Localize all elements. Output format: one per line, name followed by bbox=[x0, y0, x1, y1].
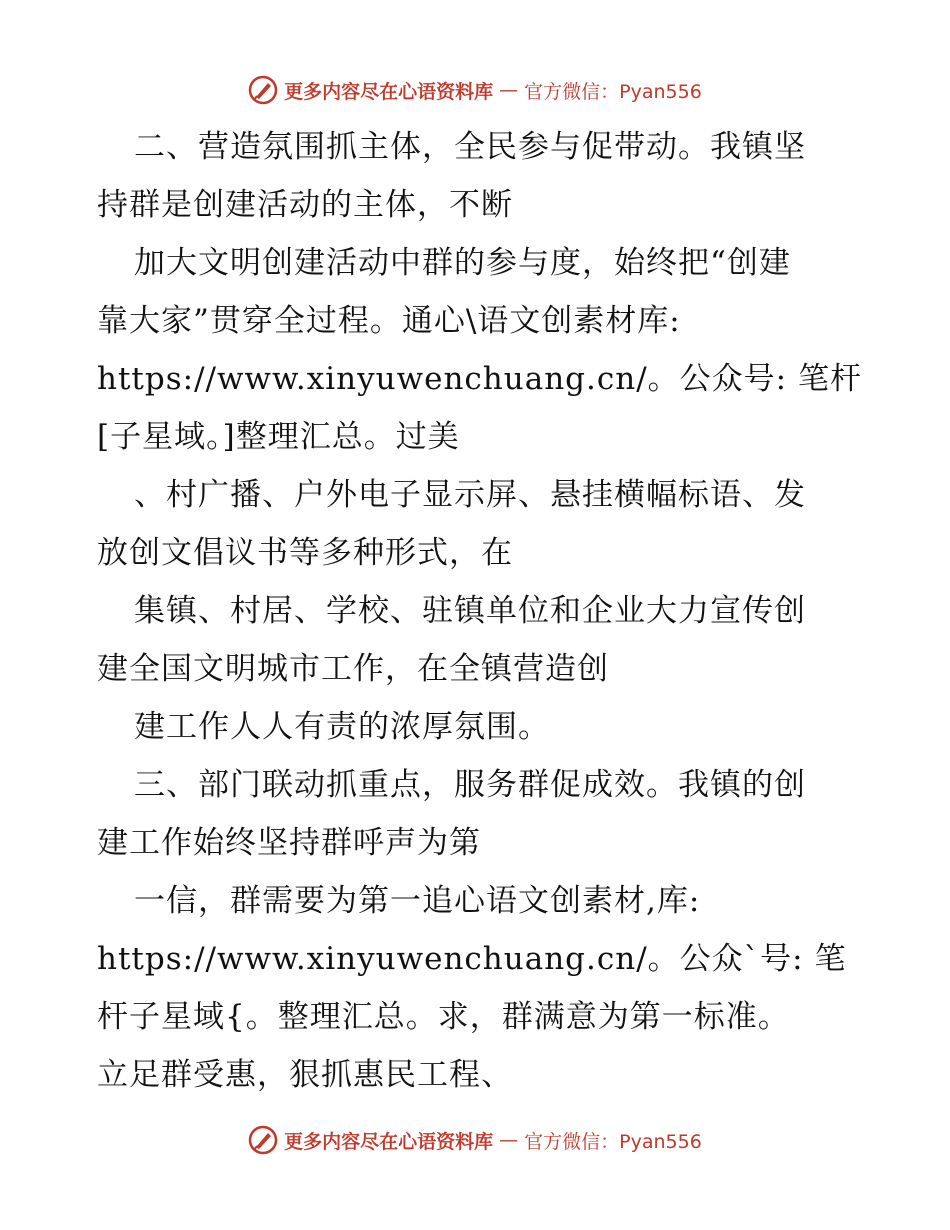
banner-wechat: 官方微信：Pyan556 bbox=[524, 1130, 702, 1153]
body-line: 立足群受惠，狠抓惠民工程、 bbox=[97, 1057, 513, 1093]
banner-text: 更多内容尽在心语资料库 bbox=[284, 1130, 494, 1153]
banner-separator: — bbox=[499, 79, 519, 101]
banner-separator: — bbox=[499, 1129, 519, 1151]
body-line: 、村广播、户外电子显示屏、悬挂横幅标语、发 bbox=[134, 477, 806, 513]
footer-banner bbox=[0, 1120, 950, 1160]
quill-logo-icon bbox=[248, 75, 278, 105]
body-line: 持群是创建活动的主体，不断 bbox=[97, 187, 513, 223]
body-line: 一信，群需要为第一追心语文创素材,库: bbox=[134, 883, 701, 919]
body-line: 建全国文明城市工作，在全镇营造创 bbox=[97, 651, 609, 687]
body-line: 靠大家”贯穿全过程。通心\语文创素材库: bbox=[97, 303, 681, 339]
body-line: 放创文倡议书等多种形式，在 bbox=[97, 535, 513, 571]
body-line: 建工作始终坚持群呼声为第 bbox=[97, 825, 481, 861]
banner-text: 更多内容尽在心语资料库 bbox=[284, 80, 494, 103]
body-line: 二、营造氛围抓主体，全民参与促带动。我镇坚 bbox=[134, 129, 806, 165]
header-banner bbox=[0, 70, 950, 110]
banner-wechat: 官方微信：Pyan556 bbox=[524, 80, 702, 103]
body-line: 加大文明创建活动中群的参与度，始终把“创建 bbox=[134, 245, 791, 281]
body-line: https://www.xinyuwenchuang.cn/。公众号: 笔杆 bbox=[97, 361, 862, 397]
body-line: 集镇、村居、学校、驻镇单位和企业大力宣传创 bbox=[134, 593, 806, 629]
document-body bbox=[97, 118, 862, 1104]
body-line: [子星域。]整理汇总。过美 bbox=[97, 419, 460, 455]
body-line: 三、部门联动抓重点，服务群促成效。我镇的创 bbox=[134, 767, 806, 803]
body-line: 建工作人人有责的浓厚氛围。 bbox=[134, 709, 550, 745]
quill-logo-icon bbox=[248, 1125, 278, 1155]
body-line: 杆子星域{。整理汇总。求，群满意为第一标准。 bbox=[97, 999, 790, 1035]
body-line: https://www.xinyuwenchuang.cn/。公众`号: 笔 bbox=[97, 941, 847, 977]
